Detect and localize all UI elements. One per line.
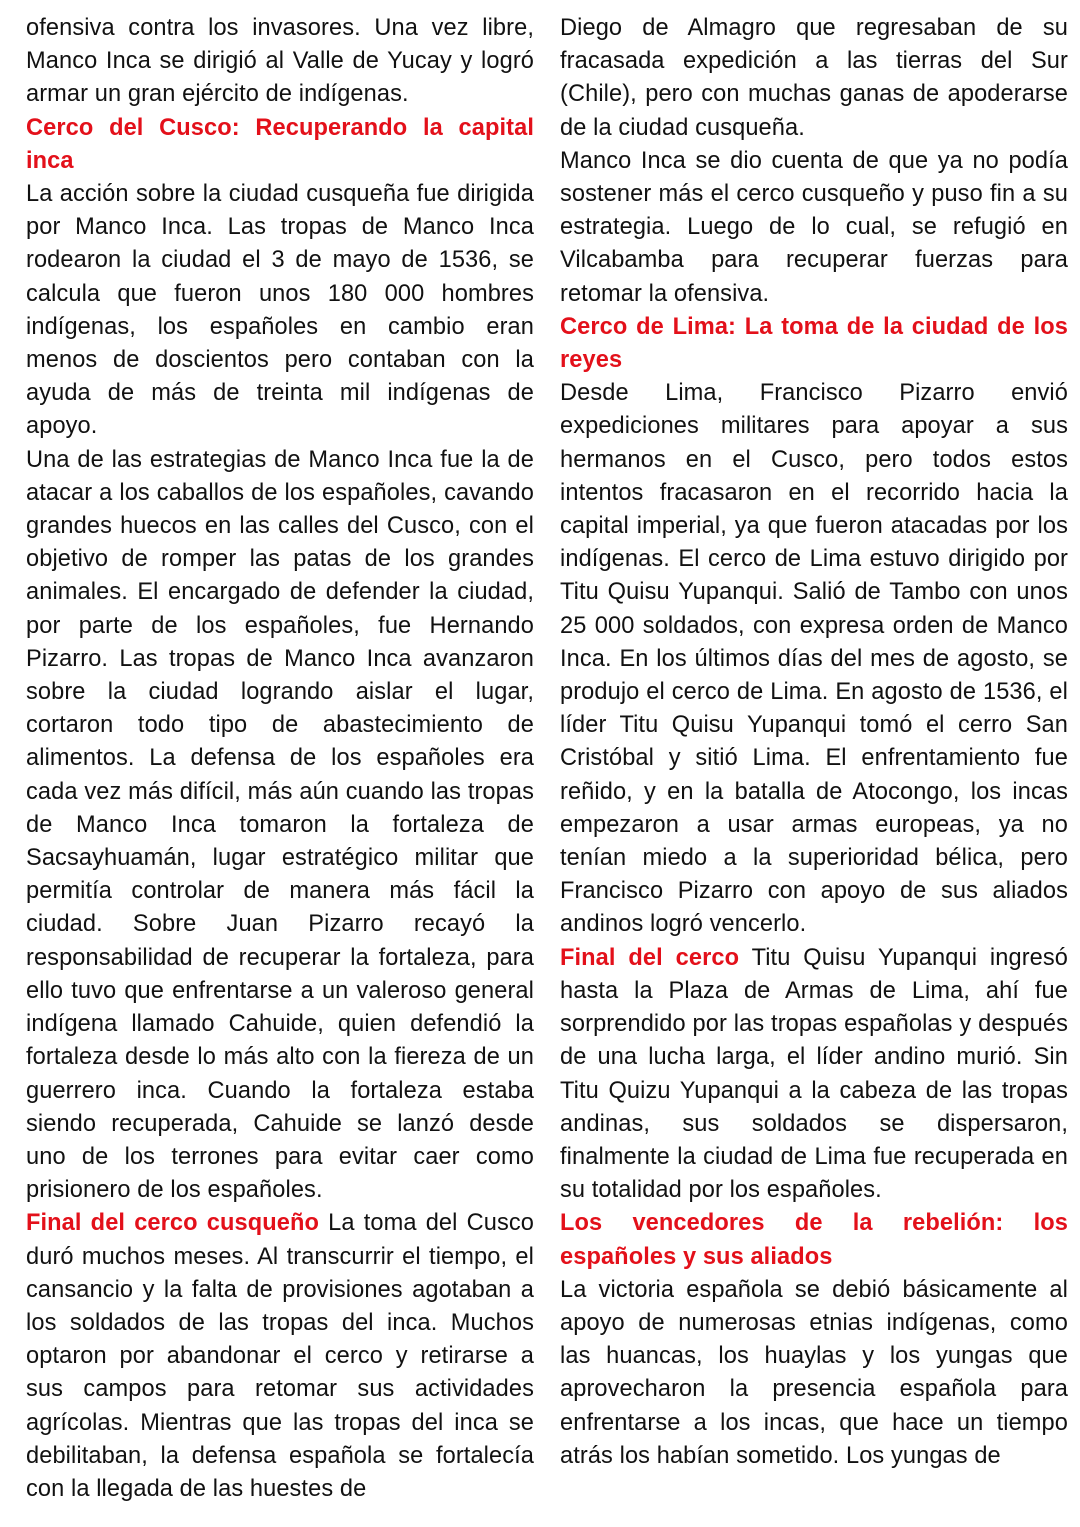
- paragraph-text: La toma del Cusco duró muchos meses. Al transcurrir el tiempo, el cansancio y la falta de provisiones agotaban a los soldados de las tropas del inca. Muchos optaron por abandonar el cerco y retirarse a sus campos para retomar sus actividades agrícolas. Mientras que las tropas del inca se debilitaban, la defensa española se fortalecía con la llegada de las huestes de: [26, 1210, 534, 1502]
- paragraph-with-lead: [560, 942, 1068, 1208]
- paragraph: La acción sobre la ciudad cusqueña fue dirigida por Manco Inca. Las tropas de Manco Inca rodearon la ciudad el 3 de mayo de 1536, se calcula que fueron unos 180 000 hombres indígenas, los españoles en cambio eran menos de doscientos pero contaban con la ayuda de más de treinta mil indígenas de apoyo.: [26, 181, 534, 440]
- paragraph: Manco Inca se dio cuenta de que ya no podía sostener más el cerco cusqueño y puso fin a su estrategia. Luego de lo cual, se refugió en Vilcabamba para recuperar fuerzas para retomar la ofensiva.: [560, 147, 1068, 307]
- section-heading-cerco-del-cusco: Cerco del Cusco: Recuperando la capital inca: [26, 114, 534, 174]
- right-column: [560, 12, 1068, 1506]
- section-heading-cerco-de-lima: Cerco de Lima: La toma de la ciudad de los reyes: [560, 313, 1068, 374]
- paragraph-with-lead: [26, 1207, 534, 1506]
- run-in-heading-final-del-cerco-cusqueno: Final del cerco cusqueño: [26, 1210, 320, 1237]
- paragraph: Una de las estrategias de Manco Inca fue la de atacar a los caballos de los españoles, cavando grandes huecos en las calles del Cusco, con el objetivo de romper las patas de los grandes animales. El encargado de defender la ciudad, por parte de los españoles, fue Hernando Pizarro. Las tropas de Manco Inca avanzaron sobre la ciudad logrando aislar el lugar, cortaron todo tipo de abastecimiento de alimentos. La defensa de los españoles era cada vez más difícil, más aún cuando las tropas de Manco Inca tomaron la fortaleza de Sacsayhuamán, lugar estratégico militar que permitía controlar de manera más fácil la ciudad. Sobre Juan Pizarro recayó la responsabilidad de recuperar la fortaleza, para ello tuvo que enfrentarse a un valeroso general indígena llamado Cahuide, quien defendió la fortaleza desde lo más alto con la fiereza de un guerrero inca. Cuando la fortaleza estaba siendo recuperada, Cahuide se lanzó desde uno de los terrones para evitar caer como prisionero de los españoles.: [26, 446, 534, 1204]
- run-in-heading-final-del-cerco: Final del cerco: [560, 944, 740, 971]
- section-heading-los-vencedores: Los vencedores de la rebelión: los españoles y sus aliados: [560, 1210, 1068, 1270]
- document-page: [26, 12, 1068, 1506]
- left-column: [26, 12, 534, 1506]
- paragraph: ofensiva contra los invasores. Una vez libre, Manco Inca se dirigió al Valle de Yucay y logró armar un gran ejército de indígenas.: [26, 15, 534, 108]
- paragraph: Diego de Almagro que regresaban de su fracasada expedición a las tierras del Sur (Chile), pero con muchas ganas de apoderarse de la ciudad cusqueña.: [560, 15, 1068, 141]
- paragraph: Desde Lima, Francisco Pizarro envió expediciones militares para apoyar a sus hermanos en el Cusco, pero todos estos intentos fracasaron en el recorrido hacia la capital imperial, ya que fueron atacadas por los indígenas. El cerco de Lima estuvo dirigido por Titu Quisu Yupanqui. Salió de Tambo con unos 25 000 soldados, con expresa orden de Manco Inca. En los últimos días del mes de agosto, se produjo el cerco de Lima. En agosto de 1536, el líder Titu Quisu Yupanqui tomó el cerro San Cristóbal y sitió Lima. El enfrentamiento fue reñido, y en la batalla de Atocongo, los incas empezaron a usar armas europeas, ya no tenían miedo a la superioridad bélica, pero Francisco Pizarro con apoyo de sus aliados andinos logró vencerlo.: [560, 380, 1068, 938]
- paragraph-text: Titu Quisu Yupanqui ingresó hasta la Plaza de Armas de Lima, ahí fue sorprendido por las tropas españolas y después de una lucha larga, el líder andino murió. Sin Titu Quizu Yupanqui a la cabeza de las tropas andinas, sus soldados se dispersaron, finalmente la ciudad de Lima fue recuperada en su totalidad por los españoles.: [560, 944, 1069, 1204]
- paragraph: La victoria española se debió básicamente al apoyo de numerosas etnias indígenas, como las huancas, los huaylas y los yungas que aprovecharon la presencia española para enfrentarse a los incas, que hace un tiempo atrás los habían sometido. Los yungas de: [560, 1276, 1068, 1469]
